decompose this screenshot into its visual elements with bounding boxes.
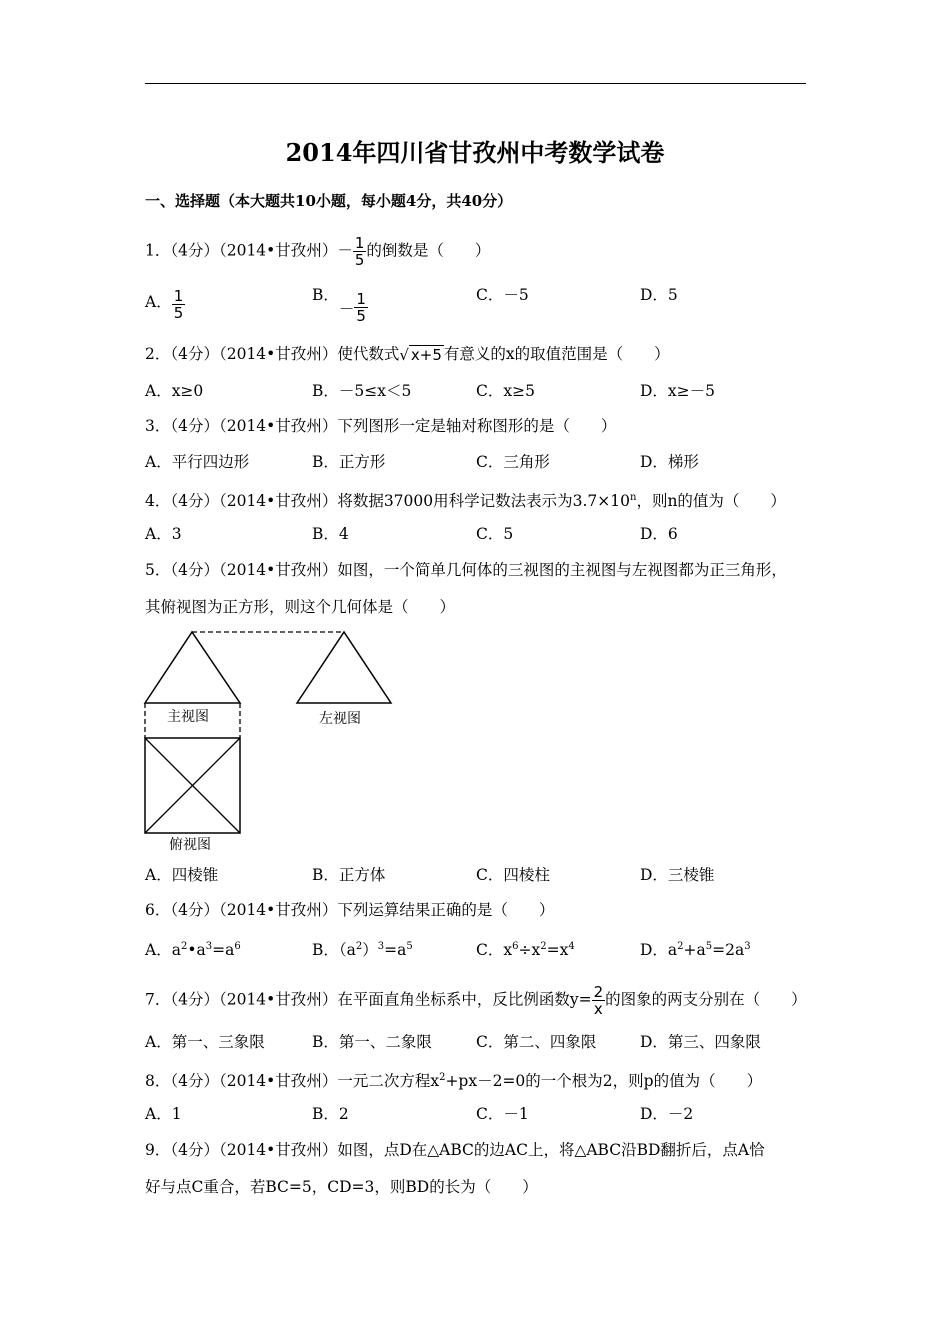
header-rule (145, 83, 806, 84)
fraction: $\frac{1}{5}$ (354, 234, 365, 269)
three-views-figure (143, 628, 403, 857)
question-3: 3．（4分）（2014•甘孜州）下列图形一定是轴对称图形的是（ ） (145, 417, 617, 435)
question-5-line-1: 5．（4分）（2014•甘孜州）如图，一个简单几何体的三视图的主视图与左视图都为正三角形， (145, 561, 787, 579)
q1-option-b: B．－ $\frac{1}{5}$ (312, 286, 366, 325)
q4-option-a: A．3 (145, 525, 182, 543)
q2-option-c: C．x≥5 (476, 382, 535, 400)
q8-option-a: A．1 (145, 1105, 182, 1123)
question-5-line-2: 其俯视图为正方形，则这个几何体是（ ） (145, 598, 456, 616)
q3-option-d: D．梯形 (640, 453, 699, 471)
q6-option-a: A．$a^2•a^3=a^6$ (145, 941, 241, 959)
q7-option-a: A．第一、三象限 (145, 1033, 265, 1051)
q2-option-b: B．－5≤x＜5 (312, 382, 412, 400)
q7-option-c: C．第二、四象限 (476, 1033, 597, 1051)
question-6: 6．（4分）（2014•甘孜州）下列运算结果正确的是（ ） (145, 901, 555, 919)
q7-option-d: D．第三、四象限 (640, 1033, 761, 1051)
page-title: 2014年四川省甘孜州中考数学试卷 (285, 138, 665, 167)
q8-option-c: C．－1 (476, 1105, 529, 1123)
question-2: 2．（4分）（2014•甘孜州）使代数式√ x+5 有意义的x的取值范围是（ ） (145, 345, 670, 364)
left-view-label: 左视图 (319, 711, 361, 727)
q4-option-c: C．5 (476, 525, 514, 543)
q4-option-d: D．6 (640, 525, 678, 543)
q2-option-a: A．x≥0 (145, 382, 204, 400)
q8-option-b: B．2 (312, 1105, 349, 1123)
front-view-label: 主视图 (167, 709, 209, 725)
q3-option-c: C．三角形 (476, 453, 550, 471)
question-7: 7．（4分）（2014•甘孜州）在平面直角坐标系中，反比例函数y= $\frac{2}{x}$ 的图象的两支分别在（ ） (145, 983, 807, 1018)
q4-option-b: B．4 (312, 525, 349, 543)
q6-option-c: C．$x^6\div x^2=x^4$ (476, 941, 575, 959)
q6-option-d: D．$a^2+a^5=2a^3$ (640, 941, 751, 959)
q2-option-d: D．x≥－5 (640, 382, 716, 400)
q8-option-d: D．－2 (640, 1105, 694, 1123)
sqrt-expression: √ x+5 (399, 346, 442, 364)
q1-option-c: C．－5 (476, 286, 529, 304)
q5-option-a: A．四棱锥 (145, 866, 219, 884)
q5-option-b: B．正方体 (312, 866, 386, 884)
top-view-label: 俯视图 (169, 837, 211, 853)
q5-option-d: D．三棱锥 (640, 866, 715, 884)
q5-option-c: C．四棱柱 (476, 866, 550, 884)
section-heading: 一、选择题（本大题共10小题，每小题4分，共40分） (145, 192, 513, 210)
q7-option-b: B．第一、二象限 (312, 1033, 432, 1051)
q3-option-a: A．平行四边形 (145, 453, 250, 471)
question-4: 4．（4分）（2014•甘孜州）将数据37000用科学记数法表示为$3.7\times 10^n$，则n的值为（ ） (145, 492, 786, 510)
q1-option-a: A． $\frac{1}{5}$ (145, 287, 184, 322)
question-8: 8．（4分）（2014•甘孜州）一元二次方程$x^2+px-2=0$的一个根为2，则p的值为（ ） (145, 1072, 763, 1090)
question-9-line-1: 9．（4分）（2014•甘孜州）如图，点D在△ABC的边AC上，将△ABC沿BD翻折后，点A恰 (145, 1141, 765, 1159)
question-1: 1．（4分）（2014•甘孜州）－ $\frac{1}{5}$ 的倒数是（ ） (145, 234, 491, 269)
q6-option-b: B．$(a^2)^3=a^5$ (312, 941, 413, 959)
q3-option-b: B．正方形 (312, 453, 386, 471)
q1-option-d: D．5 (640, 286, 678, 304)
fraction: $\frac{2}{x}$ (593, 983, 604, 1018)
question-9-line-2: 好与点C重合，若BC=5，CD=3，则BD的长为（ ） (145, 1178, 538, 1196)
